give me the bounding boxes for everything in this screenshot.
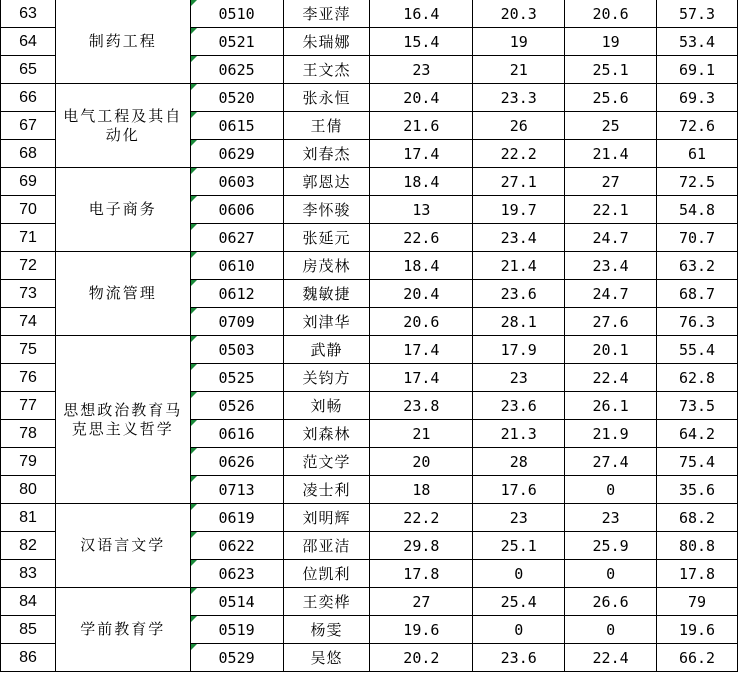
score-1-cell: 20.4: [370, 84, 473, 112]
candidate-name-cell: 李亚萍: [283, 0, 370, 28]
candidate-name-cell: 刘春杰: [283, 140, 370, 168]
candidate-name-cell: 刘森林: [283, 420, 370, 448]
row-number-cell: 85: [1, 616, 56, 644]
total-score-cell: 73.5: [657, 392, 738, 420]
exam-code-cell: 0615: [190, 112, 283, 140]
score-1-cell: 22.6: [370, 224, 473, 252]
exam-code-cell: 0629: [190, 140, 283, 168]
score-2-cell: 28.1: [473, 308, 565, 336]
score-2-cell: 23.6: [473, 280, 565, 308]
total-score-cell: 69.3: [657, 84, 738, 112]
score-2-cell: 23.6: [473, 644, 565, 672]
total-score-cell: 62.8: [657, 364, 738, 392]
row-number-cell: 65: [1, 56, 56, 84]
row-number-cell: 77: [1, 392, 56, 420]
score-3-cell: 26.1: [565, 392, 657, 420]
row-number-cell: 66: [1, 84, 56, 112]
score-3-cell: 25.6: [565, 84, 657, 112]
score-3-cell: 0: [565, 476, 657, 504]
score-2-cell: 22.2: [473, 140, 565, 168]
score-3-cell: 27.4: [565, 448, 657, 476]
score-3-cell: 25.1: [565, 56, 657, 84]
total-score-cell: 76.3: [657, 308, 738, 336]
score-1-cell: 13: [370, 196, 473, 224]
exam-code-cell: 0529: [190, 644, 283, 672]
candidate-name-cell: 邵亚洁: [283, 532, 370, 560]
table-row: [1, 504, 738, 532]
total-score-cell: 72.5: [657, 168, 738, 196]
total-score-cell: 19.6: [657, 616, 738, 644]
total-score-cell: 68.7: [657, 280, 738, 308]
exam-code-cell: 0616: [190, 420, 283, 448]
score-3-cell: 22.4: [565, 644, 657, 672]
score-1-cell: 18: [370, 476, 473, 504]
total-score-cell: 54.8: [657, 196, 738, 224]
table-row: [1, 0, 738, 28]
row-number-cell: 63: [1, 0, 56, 28]
major-cell: 电气工程及其自动化: [55, 84, 190, 168]
candidate-name-cell: 房茂林: [283, 252, 370, 280]
score-1-cell: 18.4: [370, 252, 473, 280]
row-number-cell: 69: [1, 168, 56, 196]
total-score-cell: 57.3: [657, 0, 738, 28]
score-1-cell: 17.8: [370, 560, 473, 588]
score-2-cell: 19.7: [473, 196, 565, 224]
exam-code-cell: 0525: [190, 364, 283, 392]
score-2-cell: 19: [473, 28, 565, 56]
candidate-name-cell: 张永恒: [283, 84, 370, 112]
row-number-cell: 82: [1, 532, 56, 560]
candidate-name-cell: 郭恩达: [283, 168, 370, 196]
candidate-name-cell: 位凯利: [283, 560, 370, 588]
score-1-cell: 29.8: [370, 532, 473, 560]
score-2-cell: 17.9: [473, 336, 565, 364]
row-number-cell: 67: [1, 112, 56, 140]
total-score-cell: 69.1: [657, 56, 738, 84]
row-number-cell: 86: [1, 644, 56, 672]
score-1-cell: 15.4: [370, 28, 473, 56]
candidate-name-cell: 刘津华: [283, 308, 370, 336]
exam-code-cell: 0526: [190, 392, 283, 420]
score-2-cell: 21: [473, 56, 565, 84]
score-3-cell: 21.9: [565, 420, 657, 448]
exam-code-cell: 0623: [190, 560, 283, 588]
row-number-cell: 64: [1, 28, 56, 56]
candidate-name-cell: 王奕桦: [283, 588, 370, 616]
table-row: [1, 588, 738, 616]
exam-code-cell: 0626: [190, 448, 283, 476]
score-1-cell: 16.4: [370, 0, 473, 28]
score-3-cell: 22.1: [565, 196, 657, 224]
major-cell: 思想政治教育马克思主义哲学: [55, 336, 190, 504]
total-score-cell: 68.2: [657, 504, 738, 532]
total-score-cell: 70.7: [657, 224, 738, 252]
total-score-cell: 66.2: [657, 644, 738, 672]
total-score-cell: 80.8: [657, 532, 738, 560]
table-row: [1, 168, 738, 196]
score-1-cell: 18.4: [370, 168, 473, 196]
total-score-cell: 61: [657, 140, 738, 168]
exam-code-cell: 0520: [190, 84, 283, 112]
total-score-cell: 75.4: [657, 448, 738, 476]
score-1-cell: 23: [370, 56, 473, 84]
score-2-cell: 23: [473, 364, 565, 392]
table-row: [1, 336, 738, 364]
score-3-cell: 20.6: [565, 0, 657, 28]
candidate-name-cell: 武静: [283, 336, 370, 364]
score-3-cell: 24.7: [565, 224, 657, 252]
candidate-name-cell: 李怀骏: [283, 196, 370, 224]
candidate-name-cell: 王文杰: [283, 56, 370, 84]
total-score-cell: 64.2: [657, 420, 738, 448]
total-score-cell: 53.4: [657, 28, 738, 56]
major-cell: 制药工程: [55, 0, 190, 84]
score-2-cell: 0: [473, 616, 565, 644]
score-3-cell: 0: [565, 616, 657, 644]
score-2-cell: 17.6: [473, 476, 565, 504]
score-2-cell: 26: [473, 112, 565, 140]
total-score-cell: 35.6: [657, 476, 738, 504]
score-3-cell: 0: [565, 560, 657, 588]
score-3-cell: 25.9: [565, 532, 657, 560]
candidate-name-cell: 凌士利: [283, 476, 370, 504]
exam-code-cell: 0627: [190, 224, 283, 252]
row-number-cell: 73: [1, 280, 56, 308]
exam-code-cell: 0521: [190, 28, 283, 56]
exam-code-cell: 0625: [190, 56, 283, 84]
exam-code-cell: 0606: [190, 196, 283, 224]
score-1-cell: 23.8: [370, 392, 473, 420]
score-2-cell: 25.1: [473, 532, 565, 560]
row-number-cell: 70: [1, 196, 56, 224]
exam-code-cell: 0510: [190, 0, 283, 28]
candidate-name-cell: 刘畅: [283, 392, 370, 420]
score-1-cell: 17.4: [370, 336, 473, 364]
score-2-cell: 0: [473, 560, 565, 588]
score-2-cell: 28: [473, 448, 565, 476]
candidate-name-cell: 刘明辉: [283, 504, 370, 532]
exam-code-cell: 0709: [190, 308, 283, 336]
score-3-cell: 25: [565, 112, 657, 140]
exam-code-cell: 0503: [190, 336, 283, 364]
score-3-cell: 27.6: [565, 308, 657, 336]
score-1-cell: 17.4: [370, 140, 473, 168]
row-number-cell: 68: [1, 140, 56, 168]
score-2-cell: 21.4: [473, 252, 565, 280]
exam-code-cell: 0622: [190, 532, 283, 560]
row-number-cell: 71: [1, 224, 56, 252]
major-cell: 电子商务: [55, 168, 190, 252]
score-1-cell: 20: [370, 448, 473, 476]
exam-code-cell: 0603: [190, 168, 283, 196]
score-1-cell: 20.4: [370, 280, 473, 308]
score-1-cell: 21.6: [370, 112, 473, 140]
candidate-name-cell: 吴悠: [283, 644, 370, 672]
exam-code-cell: 0519: [190, 616, 283, 644]
major-cell: 物流管理: [55, 252, 190, 336]
row-number-cell: 74: [1, 308, 56, 336]
score-2-cell: 27.1: [473, 168, 565, 196]
row-number-cell: 75: [1, 336, 56, 364]
candidate-name-cell: 张延元: [283, 224, 370, 252]
exam-code-cell: 0610: [190, 252, 283, 280]
row-number-cell: 78: [1, 420, 56, 448]
score-3-cell: 19: [565, 28, 657, 56]
score-2-cell: 20.3: [473, 0, 565, 28]
exam-code-cell: 0619: [190, 504, 283, 532]
score-2-cell: 23: [473, 504, 565, 532]
total-score-cell: 72.6: [657, 112, 738, 140]
major-cell: 学前教育学: [55, 588, 190, 672]
score-3-cell: 26.6: [565, 588, 657, 616]
score-2-cell: 23.6: [473, 392, 565, 420]
candidate-name-cell: 关钧方: [283, 364, 370, 392]
row-number-cell: 72: [1, 252, 56, 280]
score-1-cell: 21: [370, 420, 473, 448]
table-body: [1, 0, 738, 672]
table-row: [1, 84, 738, 112]
candidate-name-cell: 杨雯: [283, 616, 370, 644]
table-row: [1, 252, 738, 280]
score-1-cell: 22.2: [370, 504, 473, 532]
row-number-cell: 80: [1, 476, 56, 504]
score-3-cell: 24.7: [565, 280, 657, 308]
exam-code-cell: 0612: [190, 280, 283, 308]
score-3-cell: 21.4: [565, 140, 657, 168]
row-number-cell: 81: [1, 504, 56, 532]
score-3-cell: 23.4: [565, 252, 657, 280]
score-2-cell: 23.4: [473, 224, 565, 252]
score-2-cell: 25.4: [473, 588, 565, 616]
total-score-cell: 63.2: [657, 252, 738, 280]
major-cell: 汉语言文学: [55, 504, 190, 588]
row-number-cell: 76: [1, 364, 56, 392]
score-1-cell: 19.6: [370, 616, 473, 644]
candidate-name-cell: 魏敏捷: [283, 280, 370, 308]
row-number-cell: 79: [1, 448, 56, 476]
score-3-cell: 23: [565, 504, 657, 532]
total-score-cell: 79: [657, 588, 738, 616]
exam-code-cell: 0514: [190, 588, 283, 616]
score-1-cell: 20.2: [370, 644, 473, 672]
score-2-cell: 23.3: [473, 84, 565, 112]
score-2-cell: 21.3: [473, 420, 565, 448]
total-score-cell: 55.4: [657, 336, 738, 364]
score-3-cell: 20.1: [565, 336, 657, 364]
exam-code-cell: 0713: [190, 476, 283, 504]
score-1-cell: 17.4: [370, 364, 473, 392]
score-1-cell: 20.6: [370, 308, 473, 336]
row-number-cell: 83: [1, 560, 56, 588]
row-number-cell: 84: [1, 588, 56, 616]
score-3-cell: 22.4: [565, 364, 657, 392]
candidate-name-cell: 王倩: [283, 112, 370, 140]
candidate-name-cell: 朱瑞娜: [283, 28, 370, 56]
score-3-cell: 27: [565, 168, 657, 196]
candidate-name-cell: 范文学: [283, 448, 370, 476]
total-score-cell: 17.8: [657, 560, 738, 588]
score-1-cell: 27: [370, 588, 473, 616]
